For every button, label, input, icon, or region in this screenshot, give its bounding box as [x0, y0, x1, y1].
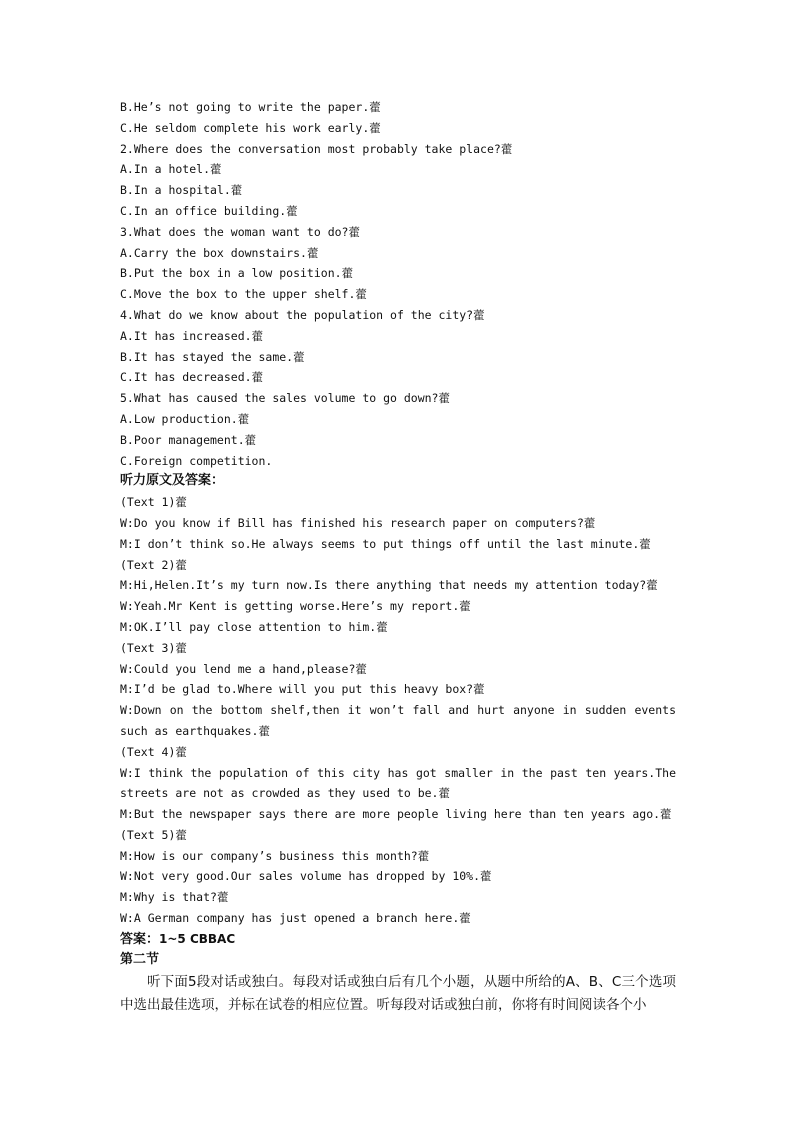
line-text: M:I don’t think so.He always seems to put things off until the last minute. [120, 536, 640, 551]
line-text: C.Move the box to the upper shelf. [120, 287, 356, 302]
artifact-glyph: 藿 [473, 682, 485, 697]
artifact-glyph: 藿 [251, 328, 264, 343]
answer-line [120, 929, 676, 950]
artifact-glyph: 藿 [480, 869, 492, 884]
section-2-title: 第二节 [120, 951, 160, 967]
line-text: (Text 1) [120, 495, 176, 510]
line-text: B.Poor management. [120, 432, 245, 447]
artifact-glyph: 藿 [306, 245, 319, 260]
transcript-text: W:Down on the bottom shelf,then it won’t fall and hurt anyone in sudden events such as earthquakes. [120, 703, 676, 738]
text-line [120, 367, 676, 388]
artifact-glyph: 藿 [646, 578, 658, 593]
artifact-glyph: 藿 [473, 307, 485, 322]
line-text: W:Not very good.Our sales volume has dropped by 10%. [120, 869, 481, 884]
text-line [120, 243, 676, 264]
line-text: M:I’d be glad to.Where will you put this heavy box? [120, 682, 474, 697]
page-content [120, 97, 676, 1017]
transcript-block-b [120, 742, 676, 763]
artifact-glyph: 藿 [175, 744, 187, 759]
artifact-glyph: 藿 [293, 349, 305, 364]
text-line [120, 222, 676, 243]
line-text: M:How is our company’s business this month? [120, 848, 418, 863]
line-text: M:OK.I’ll pay close attention to him. [120, 619, 377, 634]
option-text: C.Foreign competition. [120, 453, 273, 468]
text-line [120, 825, 676, 846]
text-line [120, 659, 676, 680]
line-text: A.In a hotel. [120, 162, 211, 177]
artifact-glyph: 藿 [341, 266, 354, 281]
text-line [120, 846, 676, 867]
text-line [120, 638, 676, 659]
text-line [120, 347, 676, 368]
text-line [120, 430, 676, 451]
artifact-glyph: 藿 [237, 411, 250, 426]
artifact-glyph: 藿 [355, 661, 367, 676]
text-line [120, 284, 676, 305]
text-line [120, 742, 676, 763]
transcript-block-a [120, 492, 676, 700]
line-text: M:Hi,Helen.It’s my turn now.Is there anything that needs my attention today? [120, 578, 647, 593]
artifact-glyph: 藿 [286, 203, 298, 218]
artifact-glyph: 藿 [369, 120, 381, 135]
artifact-glyph: 藿 [244, 432, 257, 447]
artifact-glyph: 藿 [459, 599, 471, 614]
artifact-glyph: 藿 [376, 619, 388, 634]
text-line [120, 492, 676, 513]
text-line [120, 617, 676, 638]
answer-label: 答案： [120, 931, 160, 947]
artifact-glyph: 藿 [175, 640, 187, 655]
transcript-line [120, 700, 676, 742]
line-text: (Text 2) [120, 557, 176, 572]
artifact-glyph: 藿 [438, 391, 450, 406]
text-line [120, 180, 676, 201]
text-line [120, 118, 676, 139]
text-line [120, 305, 676, 326]
text-line [120, 679, 676, 700]
text-line [120, 555, 676, 576]
line-text: B.Put the box in a low position. [120, 266, 342, 281]
questions-block [120, 97, 676, 451]
question-option [120, 451, 676, 472]
text-line [120, 804, 676, 825]
line-text: C.In an office building. [120, 203, 287, 218]
artifact-glyph: 藿 [459, 911, 471, 926]
artifact-glyph: 藿 [583, 515, 596, 530]
line-text: (Text 5) [120, 827, 176, 842]
text-line [120, 575, 676, 596]
line-text: B.He’s not going to write the paper. [120, 100, 370, 114]
text-line [120, 866, 676, 887]
artifact-glyph: 藿 [348, 224, 360, 239]
line-text: 2.Where does the conversation most probably take place? [120, 141, 501, 156]
line-text: W:A German company has just opened a branch here. [120, 911, 460, 926]
line-text: M:But the newspaper says there are more people living here than ten years ago. [120, 807, 661, 822]
line-text: C.He seldom complete his work early. [120, 120, 370, 135]
text-line [120, 326, 676, 347]
text-line [120, 139, 676, 160]
line-text: M:Why is that? [120, 890, 217, 905]
text-line [120, 596, 676, 617]
artifact-glyph: 藿 [500, 141, 513, 156]
section-heading: 听力原文及答案： [120, 473, 225, 489]
text-line [120, 201, 676, 222]
text-line [120, 388, 676, 409]
text-line [120, 409, 676, 430]
answer-value: 1~5 CBBAC [159, 931, 236, 946]
artifact-glyph: 藿 [210, 162, 222, 177]
line-text: 4.What do we know about the population of the city? [120, 307, 474, 322]
line-text: A.Carry the box downstairs. [120, 245, 307, 260]
artifact-glyph: 藿 [175, 495, 187, 510]
text-line [120, 887, 676, 908]
line-text: (Text 4) [120, 744, 176, 759]
line-text: W:Do you know if Bill has finished his research paper on computers? [120, 515, 584, 530]
transcript-line [120, 763, 676, 805]
line-text: 5.What has caused the sales volume to go down? [120, 391, 439, 406]
line-text: A.Low production. [120, 411, 238, 426]
line-text: B.In a hospital. [120, 183, 231, 198]
artifact-glyph: 藿 [438, 786, 450, 801]
artifact-glyph: 藿 [355, 287, 367, 302]
artifact-glyph: 藿 [216, 890, 229, 905]
text-line [120, 159, 676, 180]
artifact-glyph: 藿 [175, 827, 187, 842]
artifact-glyph: 藿 [258, 723, 270, 738]
text-line [120, 513, 676, 534]
line-text: (Text 3) [120, 640, 176, 655]
text-line [120, 263, 676, 284]
instructions-paragraph: 听下面5段对话或独白。每段对话或独白后有几个小题，从题中所给的A、B、C三个选项中选出最佳选项，并标在试卷的相应位置。听每段对话或独白前，你将有时间阅读各个小 [120, 974, 676, 1014]
line-text: W:Yeah.Mr Kent is getting worse.Here’s my report. [120, 599, 460, 614]
line-text: B.It has stayed the same. [120, 349, 294, 364]
artifact-glyph: 藿 [175, 557, 187, 572]
transcript-text: W:I think the population of this city has got smaller in the past ten years.The streets are not as crowded as they used to be. [120, 765, 676, 801]
line-text: C.It has decreased. [120, 370, 252, 385]
text-line [120, 97, 676, 118]
line-text: A.It has increased. [120, 328, 252, 343]
text-line [120, 534, 676, 555]
artifact-glyph: 藿 [639, 536, 651, 551]
artifact-glyph: 藿 [417, 848, 430, 863]
transcript-block-c [120, 804, 676, 929]
artifact-glyph: 藿 [369, 100, 381, 114]
line-text: W:Could you lend me a hand,please? [120, 661, 356, 676]
line-text: 3.What does the woman want to do? [120, 224, 349, 239]
text-line [120, 908, 676, 929]
artifact-glyph: 藿 [230, 183, 243, 198]
artifact-glyph: 藿 [251, 370, 264, 385]
artifact-glyph: 藿 [660, 807, 672, 822]
